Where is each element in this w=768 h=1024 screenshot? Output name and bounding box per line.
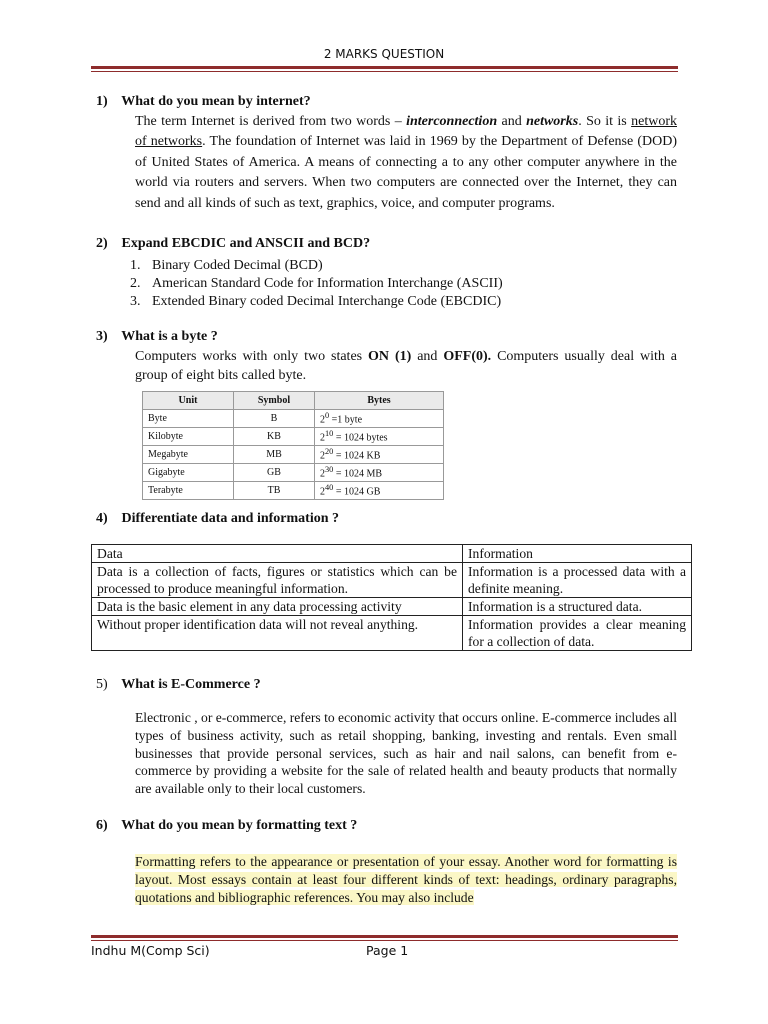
table-row: Terabyte TB $2^{40} = 1024$ GB <box>143 482 444 500</box>
question-title: Expand EBCDIC and ANSCII and BCD? <box>121 236 371 251</box>
footer-page-number: Page 1 <box>366 943 409 958</box>
footer-author: Indhu M(Comp Sci) <box>91 943 210 958</box>
table-row: Without proper identification data will not reveal anything. Information provides a clear meaning for a collection of data. <box>92 616 692 651</box>
question-title: What is a byte ? <box>121 329 218 344</box>
header-rule <box>91 66 678 72</box>
data-vs-information-table <box>91 544 692 651</box>
table-row: Gigabyte GB $2^{30} = 1024$ MB <box>143 464 444 482</box>
table-row: Megabyte MB $2^{20} = 1024$ KB <box>143 446 444 464</box>
question-4-heading <box>96 511 339 527</box>
footer-rule <box>91 935 678 941</box>
question-6-answer: Formatting refers to the appearance or presentation of your essay. Another word for formatting is layout. Most essays contain at least four different kinds of text: headings, ordinary paragraphs, quotations and bibliographic references. You may also include <box>135 854 677 905</box>
question-number: 4) <box>96 511 108 526</box>
table-row: Data is a collection of facts, figures or statistics which can be processed to produce meaningful information. Information is a processed data with a definite meaning. <box>92 563 692 598</box>
table-header-row: Data Information <box>92 545 692 563</box>
question-3-heading <box>96 329 218 345</box>
expansion-list <box>130 257 503 311</box>
question-number: 5) <box>96 677 108 692</box>
table-row: Data is the basic element in any data processing activity Information is a structured data. <box>92 598 692 616</box>
question-title: Differentiate data and information ? <box>121 511 339 526</box>
question-title: What is E-Commerce ? <box>121 677 261 692</box>
page-header-title: 2 MARKS QUESTION <box>323 47 445 61</box>
question-5-heading <box>96 677 261 693</box>
question-2-heading <box>96 236 370 252</box>
question-number: 3) <box>96 329 108 344</box>
question-number: 6) <box>96 818 108 833</box>
table-row: Byte B $2^0 =1$ byte <box>143 410 444 428</box>
question-1-heading <box>96 94 311 110</box>
question-number: 2) <box>96 236 108 251</box>
question-5-answer: Electronic , or e-commerce, refers to economic activity that occurs online. E-commerce includes all types of business activity, such as retail shopping, banking, investing and rentals. Even small businesses that provide personal services, such as hair and nail salons, can benefit from e-commerce by providing a website for the sale of related health and beauty products that normally are available only to their local customers. <box>135 710 678 797</box>
question-1-answer: The term Internet is derived from two words – interconnection and networks. So it is network of networks. The foundation of Internet was laid in 1969 by the Department of Defense (DOD) of United States of America. A means of connecting a to any other computer anywhere in the world via routers and servers. When two computers are connected over the Internet, they can send and all kinds of such as text, graphics, voice, and computer programs. <box>135 114 677 211</box>
question-6-heading <box>96 818 357 834</box>
list-item: 3. Extended Binary coded Decimal Interchange Code (EBCDIC) <box>130 294 502 309</box>
list-item: 2. American Standard Code for Information Interchange (ASCII) <box>130 276 503 291</box>
list-item: 1. Binary Coded Decimal (BCD) <box>130 258 323 273</box>
question-3-answer: Computers works with only two states ON (1) and OFF(0). Computers usually deal with a group of eight bits called byte. <box>135 349 678 383</box>
table-row: Kilobyte KB $2^{10} = 1024$ bytes <box>143 428 444 446</box>
table-header-row: Unit Symbol Bytes <box>143 392 444 410</box>
byte-units-table <box>142 391 444 500</box>
question-title: What do you mean by formatting text ? <box>121 818 358 833</box>
question-title: What do you mean by internet? <box>121 94 311 109</box>
question-number: 1) <box>96 94 108 109</box>
